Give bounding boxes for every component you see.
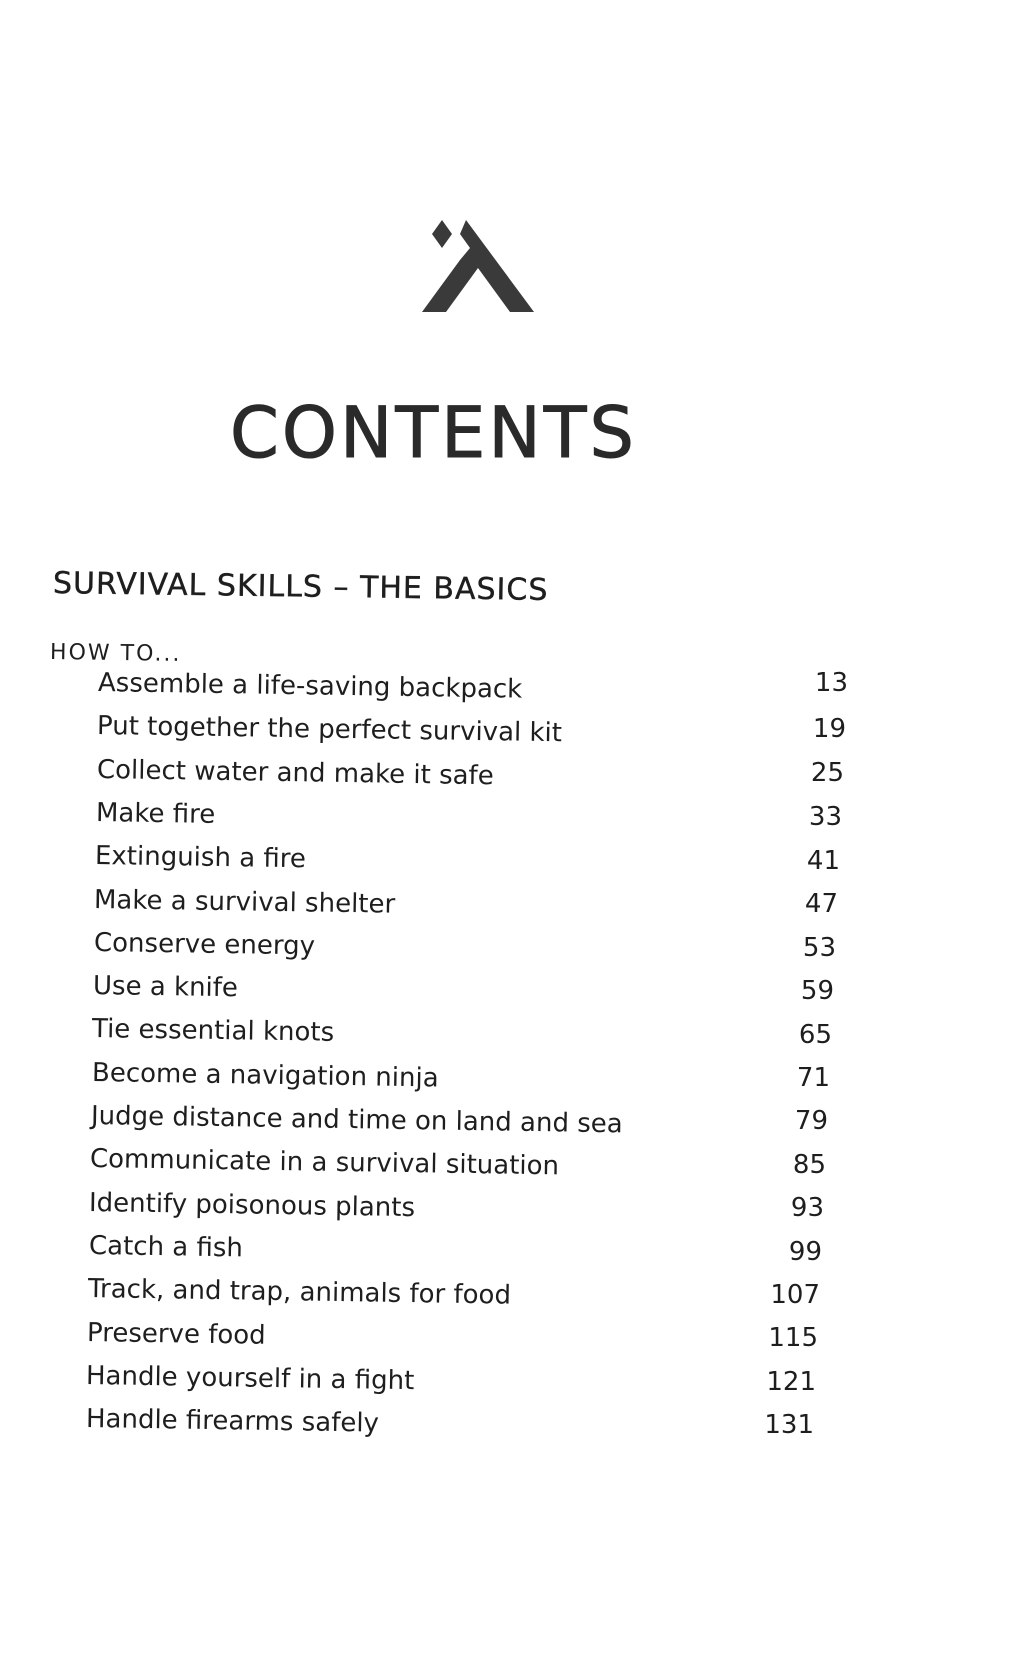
toc-entry-page-number: 131: [764, 1410, 814, 1441]
toc-entry-page-number: 41: [806, 846, 840, 876]
toc-entry-title: Identify poisonous plants: [89, 1187, 416, 1223]
toc-entry-page-number: 85: [792, 1149, 826, 1180]
toc-entry-title: Put together the perfect survival kit: [97, 711, 563, 749]
toc-entry-page-number: 13: [814, 668, 848, 698]
toc-entry-title: Collect water and make it safe: [96, 754, 494, 791]
toc-entry-title: Handle yourself in a fight: [86, 1360, 415, 1396]
toc-entry-title: Judge distance and time on land and sea: [90, 1101, 623, 1140]
toc-entry-page-number: 115: [768, 1323, 818, 1354]
toc-entry-title: Assemble a life-saving backpack: [97, 668, 523, 705]
toc-entry-page-number: 59: [800, 976, 834, 1007]
toc-entry-title: Use a knife: [92, 971, 239, 1004]
toc-entry-page-number: 71: [796, 1063, 830, 1093]
subsection-label: HOW TO...: [49, 640, 182, 667]
toc-entry-title: Conserve energy: [93, 927, 315, 962]
toc-entry-title: Catch a fish: [88, 1230, 243, 1264]
toc-entry-page-number: 19: [812, 714, 846, 744]
toc-entry-title: Extinguish a fire: [94, 841, 307, 875]
toc-entry-page-number: 47: [804, 889, 838, 920]
toc-entry-title: Handle firearms safely: [85, 1404, 379, 1439]
toc-entry-page-number: 121: [766, 1366, 816, 1397]
toc-entry-page-number: 25: [810, 758, 844, 788]
page-title: CONTENTS: [230, 392, 637, 474]
toc-entry-title: Become a navigation ninja: [91, 1057, 439, 1094]
toc-entry-title: Preserve food: [86, 1317, 267, 1351]
toc-entry-page-number: 65: [798, 1019, 832, 1050]
toc-entry-page-number: 99: [788, 1236, 822, 1267]
toc-entry-page-number: 107: [770, 1280, 820, 1310]
toc-entry-page-number: 33: [808, 802, 842, 832]
toc-entry-title: Make fire: [95, 797, 216, 830]
toc-entry-title: Track, and trap, animals for food: [87, 1274, 512, 1311]
toc-entry-title: Tie essential knots: [91, 1014, 335, 1049]
toc-entry-page-number: 79: [794, 1106, 828, 1137]
toc-entry-page-number: 93: [790, 1193, 824, 1224]
toc-entry-title: Make a survival shelter: [94, 884, 396, 920]
toc-entry-title: Communicate in a survival situation: [89, 1144, 560, 1182]
section-title: SURVIVAL SKILLS – THE BASICS: [52, 566, 549, 608]
toc-entry-page-number: 53: [802, 932, 836, 963]
